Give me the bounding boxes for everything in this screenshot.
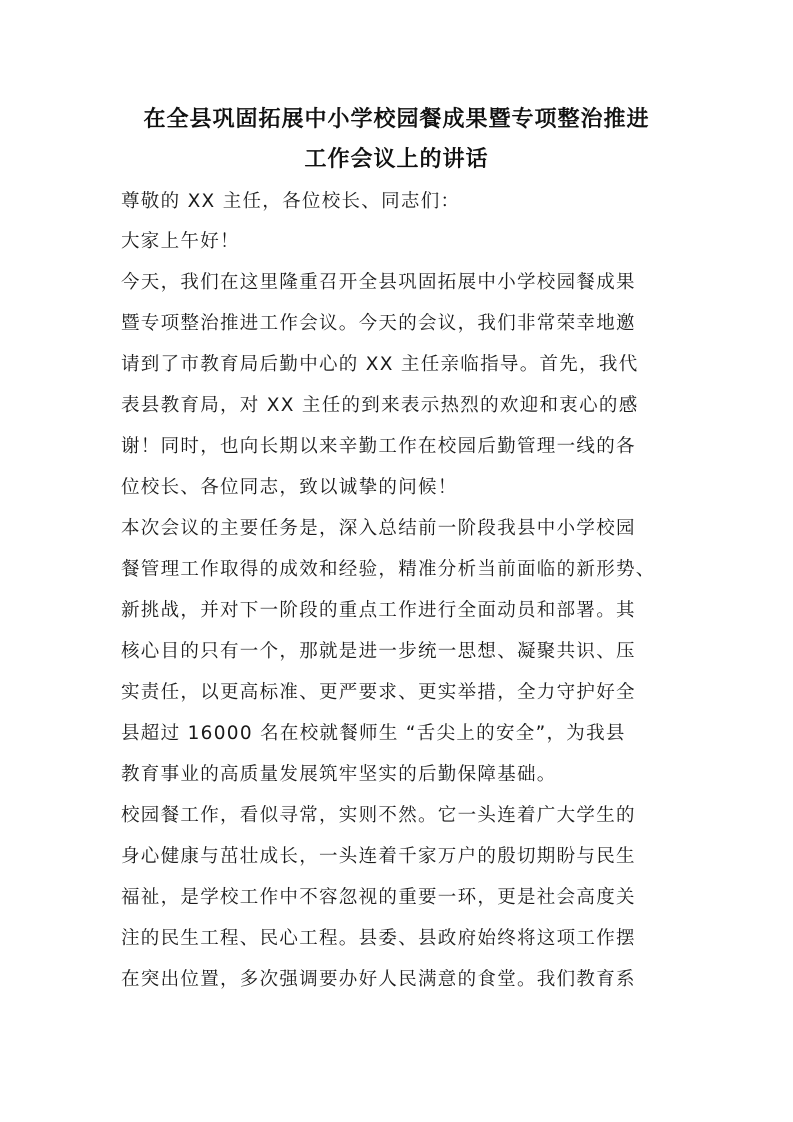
body-line: 位校长、各位同志，致以诚挚的问候！	[121, 477, 458, 498]
body-line: 谢！同时，也向长期以来辛勤工作在校园后勤管理一线的各	[121, 436, 636, 457]
body-line: 新挑战，并对下一阶段的重点工作进行全面动员和部署。其	[121, 600, 636, 621]
body-line: 暨专项整治推进工作会议。今天的会议，我们非常荣幸地邀	[121, 313, 636, 334]
body-line: 教育事业的高质量发展筑牢坚实的后勤保障基础。	[121, 764, 557, 785]
body-line: 餐管理工作取得的成效和经验，精准分析当前面临的新形势、	[121, 559, 656, 580]
body-line: 校园餐工作，看似寻常，实则不然。它一头连着广大学生的	[121, 805, 636, 826]
body-line: 请到了市教育局后勤中心的 XX 主任亲临指导。首先，我代	[121, 354, 639, 375]
document-title-line-1: 在全县巩固拓展中小学校园餐成果暨专项整治推进	[143, 106, 650, 132]
body-line: 本次会议的主要任务是，深入总结前一阶段我县中小学校园	[121, 518, 636, 539]
greeting-line: 大家上午好！	[121, 231, 240, 252]
body-line: 表县教育局，对 XX 主任的到来表示热烈的欢迎和衷心的感	[121, 395, 639, 416]
body-line: 注的民生工程、民心工程。县委、县政府始终将这项工作摆	[121, 928, 636, 949]
body-line: 身心健康与茁壮成长，一头连着千家万户的殷切期盼与民生	[121, 846, 636, 867]
body-line: 实责任，以更高标准、更严要求、更实举措，全力守护好全	[121, 682, 636, 703]
body-line: 福祉，是学校工作中不容忽视的重要一环，更是社会高度关	[121, 887, 636, 908]
salutation-line: 尊敬的 XX 主任，各位校长、同志们：	[121, 191, 461, 212]
document-title-line-2: 工作会议上的讲话	[304, 146, 489, 172]
body-line: 今天，我们在这里隆重召开全县巩固拓展中小学校园餐成果	[121, 272, 636, 293]
body-line: 县超过 16000 名在校就餐师生 “舌尖上的安全”，为我县	[121, 723, 626, 744]
body-line: 核心目的只有一个，那就是进一步统一思想、凝聚共识、压	[121, 641, 636, 662]
body-line: 在突出位置，多次强调要办好人民满意的食堂。我们教育系	[121, 969, 636, 990]
